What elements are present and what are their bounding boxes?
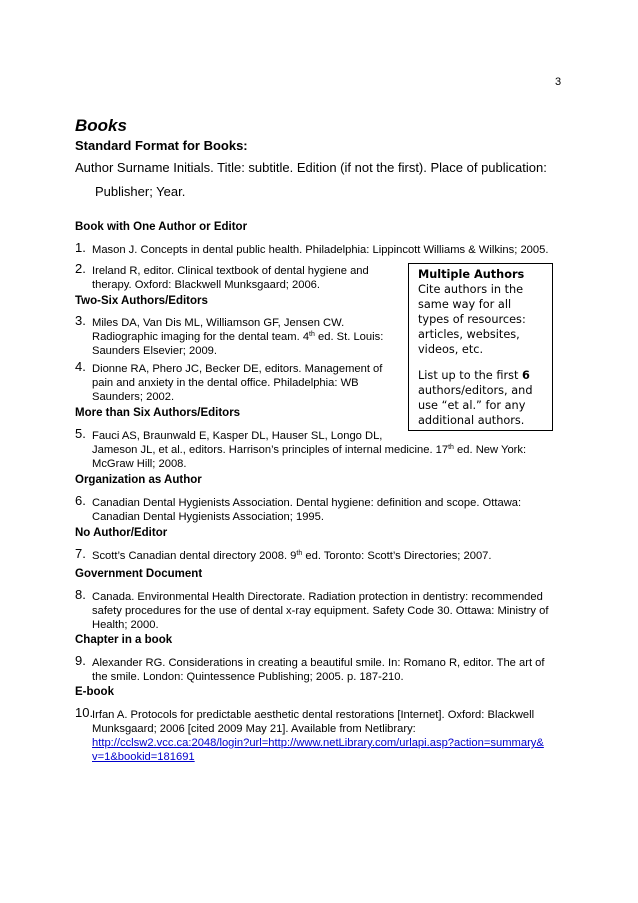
reference-text: Munksgaard; 2006 [cited 2009 May 21]. Available from Netlibrary: xyxy=(92,723,416,735)
section-heading-chapter: Chapter in a book xyxy=(75,634,173,646)
item-number: 7. xyxy=(75,546,86,561)
callout-text xyxy=(418,368,543,383)
reference-text: safety procedures for the use of dental x-ray equipment. Safety Code 30. Ottawa: Ministry of xyxy=(92,605,549,617)
page-number: 3 xyxy=(555,76,562,88)
item-number: 2. xyxy=(75,261,86,276)
reference-text: ed. Toronto: Scott’s Directories; 2007. xyxy=(302,550,492,562)
reference-text: Mason J. Concepts in dental public health. Philadelphia: Lippincott Williams & Wilkins; 2005. xyxy=(92,244,549,256)
multiple-authors-callout xyxy=(408,263,553,431)
callout-text: types of resources: xyxy=(418,313,526,326)
reference-text: Canada. Environmental Health Directorate. Radiation protection in dentistry: recommended xyxy=(92,591,543,603)
section-heading-organization: Organization as Author xyxy=(75,474,202,486)
standard-format-line: Publisher; Year. xyxy=(95,184,186,199)
superscript: th xyxy=(448,444,454,451)
section-heading-no-author: No Author/Editor xyxy=(75,527,168,539)
section-heading-more-six: More than Six Authors/Editors xyxy=(75,407,241,419)
callout-emphasis: 6 xyxy=(522,369,530,382)
netlibrary-link[interactable]: http://cclsw2.vcc.ca:2048/login?url=http://www.netLibrary.com/urlapi.asp?action=summary& xyxy=(92,737,544,749)
callout-text: authors/editors, and xyxy=(418,384,533,397)
reference-text: ed. New York: xyxy=(453,444,527,456)
reference-text: Dionne RA, Phero JC, Becker DE, editors. Management of xyxy=(92,363,383,375)
reference-text: Saunders; 2002. xyxy=(92,391,175,403)
page-title: Books xyxy=(75,116,127,135)
superscript: th xyxy=(296,550,303,557)
callout-text: Cite authors in the xyxy=(418,283,524,296)
section-heading-two-six: Two-Six Authors/Editors xyxy=(75,295,208,307)
item-number: 3. xyxy=(75,313,86,328)
reference-text: Canadian Dental Hygienists Association; 1995. xyxy=(92,511,324,523)
superscript: th xyxy=(309,331,315,338)
section-heading-ebook: E-book xyxy=(75,686,114,698)
callout-text: videos, etc. xyxy=(418,343,484,356)
reference-text: pain and anxiety in the dental office. Philadelphia: WB xyxy=(92,377,359,389)
standard-format-line: Author Surname Initials. Title: subtitle. Edition (if not the first). Place of publication: xyxy=(75,160,547,175)
callout-text: additional authors. xyxy=(418,414,525,427)
section-heading-government: Government Document xyxy=(75,568,203,580)
reference-text: Ireland R, editor. Clinical textbook of dental hygiene and xyxy=(92,265,369,277)
section-heading-one-author: Book with One Author or Editor xyxy=(75,221,248,233)
reference-text: Irfan A. Protocols for predictable aesthetic dental restorations [Internet]. Oxford: Blackwell xyxy=(92,709,535,721)
reference-text: Fauci AS, Braunwald E, Kasper DL, Hauser SL, Longo DL, xyxy=(92,430,383,442)
item-number: 8. xyxy=(75,587,86,602)
reference-text: therapy. Oxford: Blackwell Munksgaard; 2006. xyxy=(92,279,321,291)
standard-format-heading: Standard Format for Books: xyxy=(75,138,248,153)
reference-text: Saunders Elsevier; 2009. xyxy=(92,345,218,357)
item-number: 10. xyxy=(75,705,94,720)
netlibrary-link[interactable]: v=1&bookid=181691 xyxy=(92,751,195,763)
reference-text: Scott’s Canadian dental directory 2008. 9 xyxy=(92,550,297,562)
callout-text: use “et al.” for any xyxy=(418,399,526,412)
callout-text: same way for all xyxy=(418,298,512,311)
item-number: 9. xyxy=(75,653,86,668)
reference-text: Alexander RG. Considerations in creating a beautiful smile. In: Romano R, editor. The art of xyxy=(92,657,545,669)
reference-text: McGraw Hill; 2008. xyxy=(92,458,187,470)
reference-text: Miles DA, Van Dis ML, Williamson GF, Jensen CW. xyxy=(92,317,345,329)
item-number: 4. xyxy=(75,359,86,374)
reference-text: ed. St. Louis: xyxy=(314,331,384,343)
callout-title: Multiple Authors xyxy=(418,268,525,281)
reference-text: Radiographic imaging for the dental team. 4 xyxy=(92,331,310,343)
item-number: 5. xyxy=(75,426,86,441)
reference-text: Jameson JL, et al., editors. Harrison’s principles of internal medicine. 17 xyxy=(92,444,449,456)
callout-text-part: List up to the first xyxy=(418,369,522,382)
reference-text: Canadian Dental Hygienists Association. Dental hygiene: definition and scope. Ottawa: xyxy=(92,497,522,509)
reference-text: Health; 2000. xyxy=(92,619,159,631)
reference-text: the smile. London: Quintessence Publishing; 2005. p. 187-210. xyxy=(92,671,404,683)
item-number: 1. xyxy=(75,240,86,255)
callout-text: articles, websites, xyxy=(418,328,520,341)
item-number: 6. xyxy=(75,493,86,508)
